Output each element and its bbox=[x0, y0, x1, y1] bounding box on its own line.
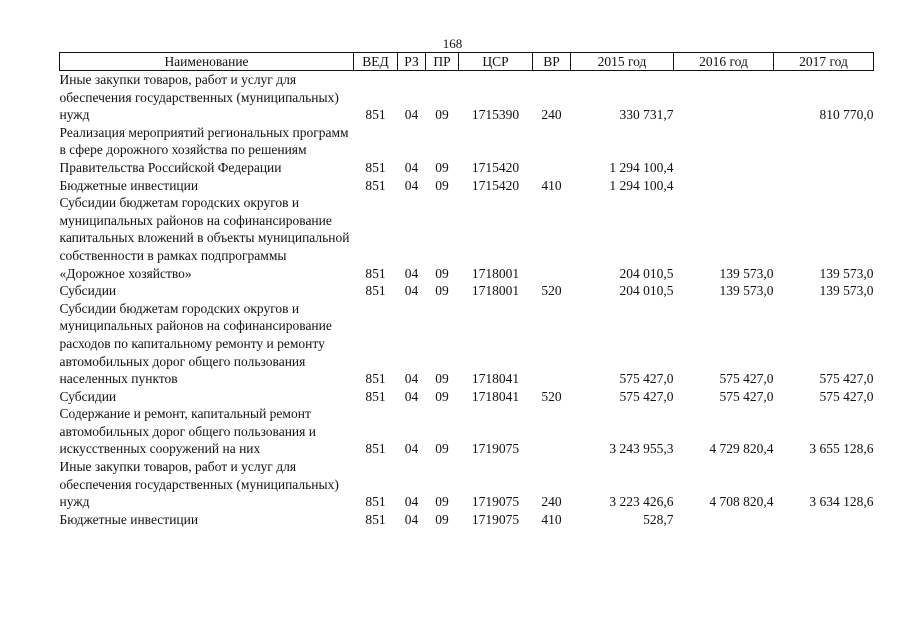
header-vr: ВР bbox=[533, 53, 571, 71]
row-2016: 139 573,0 bbox=[719, 283, 774, 299]
row-rz: 04 bbox=[404, 177, 419, 193]
row-csr: 1718001 bbox=[471, 265, 520, 281]
row-2017: 575 427,0 bbox=[819, 371, 874, 387]
row-rz: 04 bbox=[404, 371, 419, 387]
row-rz: 04 bbox=[404, 511, 419, 527]
row-csr: 1718001 bbox=[471, 283, 520, 299]
row-2017: 139 573,0 bbox=[819, 283, 874, 299]
row-csr: 1719075 bbox=[471, 441, 520, 457]
row-vr bbox=[533, 194, 571, 282]
row-2017 bbox=[774, 177, 874, 195]
row-rz: 04 bbox=[404, 441, 419, 457]
header-2017: 2017 год bbox=[774, 53, 874, 71]
row-2016 bbox=[674, 124, 774, 177]
row-pr: 09 bbox=[435, 265, 449, 281]
row-2017: 575 427,0 bbox=[819, 388, 874, 404]
row-name: Субсидии bbox=[59, 388, 117, 404]
row-ved: 851 bbox=[365, 494, 386, 510]
table-row bbox=[60, 71, 874, 124]
header-2016: 2016 год bbox=[674, 53, 774, 71]
row-vr bbox=[533, 405, 571, 458]
row-2017: 810 770,0 bbox=[819, 107, 874, 123]
header-ved: ВЕД bbox=[354, 53, 398, 71]
row-vr: 410 bbox=[541, 511, 562, 527]
row-rz: 04 bbox=[404, 388, 419, 404]
row-name: Бюджетные инвестиции bbox=[59, 177, 199, 193]
page-number: 168 bbox=[442, 36, 463, 51]
table-row bbox=[60, 458, 874, 511]
row-2015: 3 243 955,3 bbox=[609, 441, 674, 457]
row-pr: 09 bbox=[435, 494, 449, 510]
row-ved: 851 bbox=[365, 371, 386, 387]
header-2015: 2015 год bbox=[571, 53, 674, 71]
row-name: Субсидии бюджетам городских округов и муниципальных районов на софинансирование расходов по капитальному ремонту и ремонту автомобильных дорог общего пользования населенных пунктов bbox=[59, 300, 332, 387]
row-ved: 851 bbox=[365, 107, 386, 123]
row-rz: 04 bbox=[404, 107, 419, 123]
table-row bbox=[60, 511, 874, 529]
row-csr: 1715420 bbox=[471, 177, 520, 193]
row-ved: 851 bbox=[365, 441, 386, 457]
row-ved: 851 bbox=[365, 177, 386, 193]
row-pr: 09 bbox=[435, 159, 449, 175]
row-pr: 09 bbox=[435, 177, 449, 193]
row-csr: 1718041 bbox=[471, 371, 520, 387]
row-name: Содержание и ремонт, капитальный ремонт автомобильных дорог общего пользования и искусственных сооружений на них bbox=[59, 406, 316, 457]
row-2017: 3 655 128,6 bbox=[809, 441, 874, 457]
row-ved: 851 bbox=[365, 511, 386, 527]
row-name: Реализация мероприятий региональных программ в сфере дорожного хозяйства по решениям Правительства Российской Федерации bbox=[59, 124, 349, 175]
row-pr: 09 bbox=[435, 283, 449, 299]
row-2015: 575 427,0 bbox=[619, 388, 674, 404]
table-header-row bbox=[60, 53, 874, 71]
row-2017: 139 573,0 bbox=[819, 265, 874, 281]
row-vr bbox=[533, 300, 571, 388]
row-2015: 204 010,5 bbox=[619, 283, 674, 299]
row-2017: 3 634 128,6 bbox=[809, 494, 874, 510]
row-ved: 851 bbox=[365, 283, 386, 299]
row-ved: 851 bbox=[365, 265, 386, 281]
table-row bbox=[60, 388, 874, 406]
row-rz: 04 bbox=[404, 265, 419, 281]
row-rz: 04 bbox=[404, 494, 419, 510]
budget-table bbox=[59, 52, 874, 528]
row-2015: 204 010,5 bbox=[619, 265, 674, 281]
row-vr: 520 bbox=[541, 388, 562, 404]
row-2016 bbox=[674, 71, 774, 124]
row-vr: 240 bbox=[541, 494, 562, 510]
row-2015: 1 294 100,4 bbox=[609, 177, 674, 193]
row-vr: 520 bbox=[541, 283, 562, 299]
header-pr: ПР bbox=[426, 53, 459, 71]
header-csr: ЦСР bbox=[459, 53, 533, 71]
row-vr bbox=[533, 124, 571, 177]
row-pr: 09 bbox=[435, 511, 449, 527]
row-ved: 851 bbox=[365, 159, 386, 175]
row-pr: 09 bbox=[435, 388, 449, 404]
table-row bbox=[60, 124, 874, 177]
row-rz: 04 bbox=[404, 159, 419, 175]
row-2016 bbox=[674, 177, 774, 195]
row-pr: 09 bbox=[435, 371, 449, 387]
header-name: Наименование bbox=[60, 53, 354, 71]
row-name: Бюджетные инвестиции bbox=[59, 511, 199, 527]
table-row bbox=[60, 282, 874, 300]
row-2016: 139 573,0 bbox=[719, 265, 774, 281]
table-row bbox=[60, 300, 874, 388]
row-name: Субсидии bbox=[59, 283, 117, 299]
row-name: Иные закупки товаров, работ и услуг для обеспечения государственных (муниципальных) нужд bbox=[59, 72, 339, 123]
row-csr: 1715390 bbox=[471, 107, 520, 123]
row-2016 bbox=[674, 511, 774, 529]
table-row bbox=[60, 405, 874, 458]
header-rz: РЗ bbox=[398, 53, 426, 71]
row-2016: 4 708 820,4 bbox=[709, 494, 774, 510]
row-name: Иные закупки товаров, работ и услуг для обеспечения государственных (муниципальных) нужд bbox=[59, 459, 339, 510]
row-pr: 09 bbox=[435, 107, 449, 123]
row-2016: 575 427,0 bbox=[719, 388, 774, 404]
row-csr: 1715420 bbox=[471, 159, 520, 175]
row-2015: 1 294 100,4 bbox=[609, 159, 674, 175]
row-2017 bbox=[774, 124, 874, 177]
row-csr: 1718041 bbox=[471, 388, 520, 404]
row-2017 bbox=[774, 511, 874, 529]
row-2015: 330 731,7 bbox=[619, 107, 674, 123]
row-2016: 575 427,0 bbox=[719, 371, 774, 387]
row-2015: 528,7 bbox=[643, 511, 674, 527]
row-2016: 4 729 820,4 bbox=[709, 441, 774, 457]
row-name: Субсидии бюджетам городских округов и муниципальных районов на софинансирование капитальных вложений в объекты муниципальной собственности в рамках подпрограммы «Дорожное хозяйство» bbox=[59, 195, 350, 281]
table-row bbox=[60, 177, 874, 195]
row-2015: 3 223 426,6 bbox=[609, 494, 674, 510]
row-pr: 09 bbox=[435, 441, 449, 457]
row-csr: 1719075 bbox=[471, 511, 520, 527]
row-csr: 1719075 bbox=[471, 494, 520, 510]
row-vr: 410 bbox=[541, 177, 562, 193]
row-2015: 575 427,0 bbox=[619, 371, 674, 387]
row-vr: 240 bbox=[541, 107, 562, 123]
row-ved: 851 bbox=[365, 388, 386, 404]
table-row bbox=[60, 194, 874, 282]
row-rz: 04 bbox=[404, 283, 419, 299]
